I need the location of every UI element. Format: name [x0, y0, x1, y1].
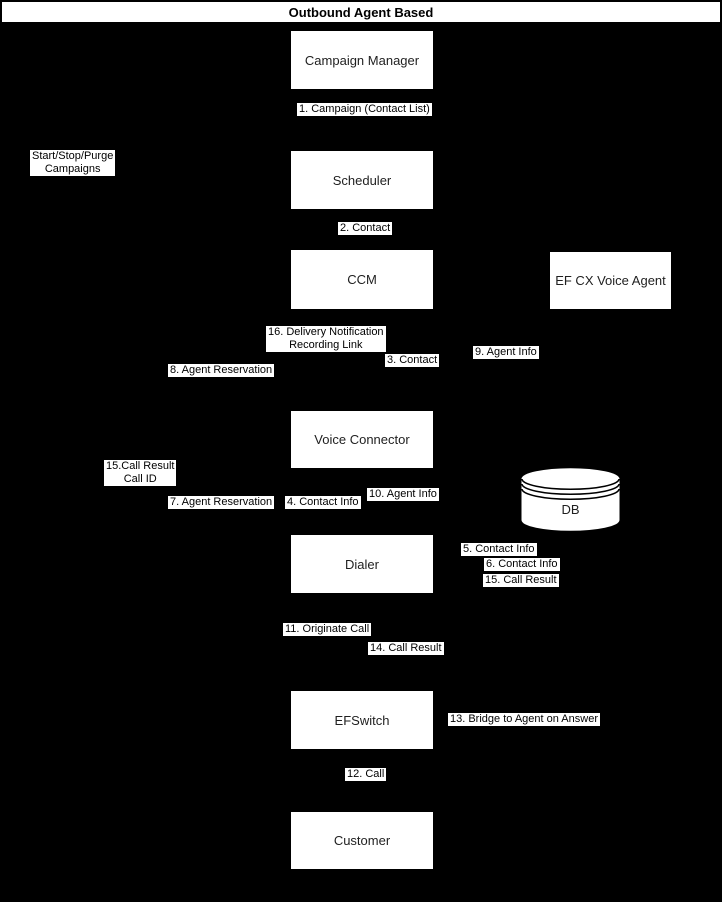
node-scheduler: Scheduler: [291, 151, 433, 209]
flow-label-call-result-15: 15. Call Result: [485, 574, 557, 586]
flow-label-contact-info-5: 5. Contact Info: [463, 543, 535, 555]
flow-label-call-result-call-id-15: 15.Call Result Call ID: [106, 460, 175, 485]
node-campaign-manager: Campaign Manager: [291, 31, 433, 89]
flow-label-agent-info-9: 9. Agent Info: [475, 346, 537, 358]
flow-label-originate-call-11: 11. Originate Call: [285, 623, 370, 635]
flow-label-contact-info-4: 4. Contact Info: [287, 496, 359, 508]
node-efswitch: EFSwitch: [291, 691, 433, 749]
flow-label-start-stop-purge: Start/Stop/Purge Campaigns: [32, 150, 114, 175]
flow-label-contact-2: 2. Contact: [340, 222, 391, 234]
flow-label-agent-reservation-7: 7. Agent Reservation: [170, 496, 273, 508]
node-voice-connector: Voice Connector: [291, 411, 433, 468]
flow-label-contact-info-6: 6. Contact Info: [486, 558, 558, 570]
node-ccm: CCM: [291, 250, 433, 309]
flow-label-contact-3: 3. Contact: [387, 354, 438, 366]
flow-label-bridge-to-agent-13: 13. Bridge to Agent on Answer: [450, 713, 598, 725]
node-db-label: DB: [561, 502, 580, 517]
node-ef-cx-voice-agent: EF CX Voice Agent: [550, 252, 671, 309]
flow-label-call-12: 12. Call: [347, 768, 385, 780]
node-dialer: Dialer: [291, 535, 433, 593]
flow-label-call-result-14: 14. Call Result: [370, 642, 442, 654]
flow-label-agent-reservation-8: 8. Agent Reservation: [170, 364, 273, 376]
node-db: [521, 468, 620, 531]
database-cylinder-icon: [521, 468, 620, 531]
diagram-title: Outbound Agent Based: [2, 2, 720, 22]
flow-label-delivery-notification-16: 16. Delivery Notification Recording Link: [268, 326, 384, 351]
flow-label-campaign-contact-list: 1. Campaign (Contact List): [299, 103, 430, 115]
flow-label-agent-info-10: 10. Agent Info: [369, 488, 437, 500]
node-customer: Customer: [291, 812, 433, 869]
